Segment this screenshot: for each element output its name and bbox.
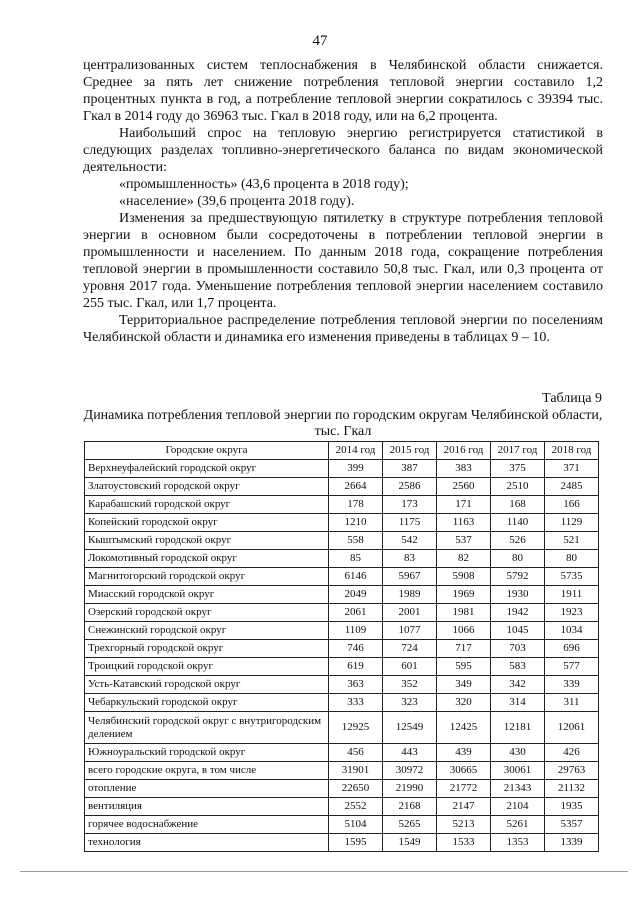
table-row (85, 604, 599, 622)
value-cell: 363 (329, 676, 383, 694)
value-cell: 1034 (545, 622, 599, 640)
table-row (85, 780, 599, 798)
value-cell: 314 (491, 694, 545, 712)
value-cell: 6146 (329, 568, 383, 586)
region-cell: Кыштымский городской округ (85, 532, 329, 550)
value-cell: 5357 (545, 816, 599, 834)
value-cell: 1923 (545, 604, 599, 622)
value-cell: 1175 (383, 514, 437, 532)
table-row (85, 568, 599, 586)
value-cell: 30061 (491, 762, 545, 780)
value-cell: 2168 (383, 798, 437, 816)
table-label: Таблица 9 (542, 391, 602, 406)
region-cell: Троицкий городской округ (85, 658, 329, 676)
paragraph: централизованных систем теплоснабжения в Челябинской области снижается. Среднее за пять лет снижение потребления тепловой энергии составило 1,2 процентных пункта в год, а потребление тепловой энергии сократилось с 39394 тыс. Гкал в 2014 году до 36963 тыс. Гкал в 2018 году, или на 6,2 процента. (83, 58, 603, 124)
value-cell: 85 (329, 550, 383, 568)
region-cell: вентиляция (85, 798, 329, 816)
value-cell: 21343 (491, 780, 545, 798)
list-item: «промышленность» (43,6 процента в 2018 году); (119, 177, 409, 192)
value-cell: 5967 (383, 568, 437, 586)
value-cell: 399 (329, 460, 383, 478)
value-cell: 1109 (329, 622, 383, 640)
value-cell: 166 (545, 496, 599, 514)
bottom-divider (20, 871, 628, 872)
value-cell: 583 (491, 658, 545, 676)
value-cell: 83 (383, 550, 437, 568)
region-cell: Карабашский городской округ (85, 496, 329, 514)
value-cell: 1210 (329, 514, 383, 532)
value-cell: 2552 (329, 798, 383, 816)
page-number: 47 (312, 33, 328, 49)
value-cell: 21132 (545, 780, 599, 798)
value-cell: 12061 (545, 712, 599, 744)
value-cell: 349 (437, 676, 491, 694)
value-cell: 30665 (437, 762, 491, 780)
value-cell: 2147 (437, 798, 491, 816)
table-row (85, 532, 599, 550)
value-cell: 80 (491, 550, 545, 568)
value-cell: 542 (383, 532, 437, 550)
value-cell: 1045 (491, 622, 545, 640)
table-row (85, 622, 599, 640)
region-cell: Озерский городской округ (85, 604, 329, 622)
paragraph: Изменения за предшествующую пятилетку в структуре потребления тепловой энергии в основном были сосредоточены в потреблении тепловой энергии в промышленности и населением. По данным 2018 года, сокращение потребления тепловой энергии в промышленности составило 50,8 тыс. Гкал, или 0,3 процента от уровня 2017 года. Уменьшение потребления тепловой энергии населением составило 255 тыс. Гкал, или 1,7 процента. (83, 211, 603, 311)
table-row (85, 744, 599, 762)
value-cell: 2049 (329, 586, 383, 604)
value-cell: 173 (383, 496, 437, 514)
table-row (85, 798, 599, 816)
value-cell: 1981 (437, 604, 491, 622)
value-cell: 2586 (383, 478, 437, 496)
value-cell: 5908 (437, 568, 491, 586)
value-cell: 5213 (437, 816, 491, 834)
value-cell: 342 (491, 676, 545, 694)
table-row (85, 834, 599, 852)
value-cell: 12425 (437, 712, 491, 744)
value-cell: 1549 (383, 834, 437, 852)
value-cell: 80 (545, 550, 599, 568)
value-cell: 333 (329, 694, 383, 712)
region-cell: Миасский городской округ (85, 586, 329, 604)
table-row (85, 658, 599, 676)
value-cell: 31901 (329, 762, 383, 780)
value-cell: 371 (545, 460, 599, 478)
region-cell: Челябинский городской округ с внутригородским делением (85, 712, 329, 744)
value-cell: 22650 (329, 780, 383, 798)
table-row (85, 496, 599, 514)
value-cell: 2510 (491, 478, 545, 496)
value-cell: 5104 (329, 816, 383, 834)
value-cell: 21772 (437, 780, 491, 798)
value-cell: 82 (437, 550, 491, 568)
column-header: 2018 год (545, 442, 599, 460)
value-cell: 2104 (491, 798, 545, 816)
consumption-table (84, 441, 599, 852)
value-cell: 2560 (437, 478, 491, 496)
table-row (85, 460, 599, 478)
body-text (83, 57, 603, 346)
table-row (85, 712, 599, 744)
value-cell: 521 (545, 532, 599, 550)
value-cell: 5261 (491, 816, 545, 834)
value-cell: 2485 (545, 478, 599, 496)
value-cell: 696 (545, 640, 599, 658)
value-cell: 12181 (491, 712, 545, 744)
value-cell: 5792 (491, 568, 545, 586)
value-cell: 171 (437, 496, 491, 514)
value-cell: 2664 (329, 478, 383, 496)
value-cell: 1930 (491, 586, 545, 604)
region-cell: отопление (85, 780, 329, 798)
value-cell: 443 (383, 744, 437, 762)
value-cell: 1533 (437, 834, 491, 852)
value-cell: 1163 (437, 514, 491, 532)
value-cell: 375 (491, 460, 545, 478)
table-row (85, 694, 599, 712)
table-caption: Динамика потребления тепловой энергии по городским округам Челябинской области, тыс. Гкал (83, 408, 603, 439)
table-row (85, 514, 599, 532)
region-cell: Снежинский городской округ (85, 622, 329, 640)
value-cell: 577 (545, 658, 599, 676)
region-cell: Трехгорный городской округ (85, 640, 329, 658)
region-cell: Златоустовский городской округ (85, 478, 329, 496)
value-cell: 426 (545, 744, 599, 762)
column-header: 2016 год (437, 442, 491, 460)
column-header: 2017 год (491, 442, 545, 460)
region-cell: всего городские округа, в том числе (85, 762, 329, 780)
value-cell: 12549 (383, 712, 437, 744)
region-cell: Чебаркульский городской округ (85, 694, 329, 712)
value-cell: 311 (545, 694, 599, 712)
value-cell: 12925 (329, 712, 383, 744)
value-cell: 1066 (437, 622, 491, 640)
value-cell: 1969 (437, 586, 491, 604)
value-cell: 320 (437, 694, 491, 712)
value-cell: 352 (383, 676, 437, 694)
value-cell: 1339 (545, 834, 599, 852)
value-cell: 595 (437, 658, 491, 676)
value-cell: 29763 (545, 762, 599, 780)
region-cell: Верхнеуфалейский городской округ (85, 460, 329, 478)
table-row (85, 762, 599, 780)
value-cell: 178 (329, 496, 383, 514)
value-cell: 456 (329, 744, 383, 762)
column-header: 2015 год (383, 442, 437, 460)
region-cell: Южноуральский городской округ (85, 744, 329, 762)
value-cell: 1911 (545, 586, 599, 604)
region-cell: горячее водоснабжение (85, 816, 329, 834)
value-cell: 2001 (383, 604, 437, 622)
value-cell: 746 (329, 640, 383, 658)
value-cell: 558 (329, 532, 383, 550)
value-cell: 430 (491, 744, 545, 762)
value-cell: 5265 (383, 816, 437, 834)
value-cell: 717 (437, 640, 491, 658)
value-cell: 1989 (383, 586, 437, 604)
column-header: Городские округа (85, 442, 329, 460)
table-header-row (85, 442, 599, 460)
value-cell: 168 (491, 496, 545, 514)
value-cell: 387 (383, 460, 437, 478)
region-cell: Локомотивный городской округ (85, 550, 329, 568)
region-cell: Копейский городской округ (85, 514, 329, 532)
column-header: 2014 год (329, 442, 383, 460)
value-cell: 1129 (545, 514, 599, 532)
value-cell: 2061 (329, 604, 383, 622)
value-cell: 1942 (491, 604, 545, 622)
table-body (85, 460, 599, 852)
region-cell: Усть-Катавский городской округ (85, 676, 329, 694)
value-cell: 5735 (545, 568, 599, 586)
value-cell: 1140 (491, 514, 545, 532)
table-row (85, 816, 599, 834)
value-cell: 601 (383, 658, 437, 676)
list-item: «население» (39,6 процента 2018 году). (119, 194, 355, 209)
value-cell: 30972 (383, 762, 437, 780)
table-row (85, 478, 599, 496)
value-cell: 383 (437, 460, 491, 478)
value-cell: 21990 (383, 780, 437, 798)
value-cell: 1077 (383, 622, 437, 640)
table-row (85, 550, 599, 568)
table-row (85, 640, 599, 658)
region-cell: Магнитогорский городской округ (85, 568, 329, 586)
value-cell: 1935 (545, 798, 599, 816)
value-cell: 339 (545, 676, 599, 694)
value-cell: 323 (383, 694, 437, 712)
value-cell: 1595 (329, 834, 383, 852)
value-cell: 526 (491, 532, 545, 550)
table-row (85, 676, 599, 694)
value-cell: 1353 (491, 834, 545, 852)
table-row (85, 586, 599, 604)
value-cell: 537 (437, 532, 491, 550)
paragraph: Наибольший спрос на тепловую энергию регистрируется статистикой в следующих разделах топливно-энергетического баланса по видам экономической деятельности: (83, 126, 603, 175)
value-cell: 439 (437, 744, 491, 762)
value-cell: 724 (383, 640, 437, 658)
value-cell: 703 (491, 640, 545, 658)
value-cell: 619 (329, 658, 383, 676)
paragraph: Территориальное распределение потребления тепловой энергии по поселениям Челябинской области и динамика его изменения приведены в таблицах 9 – 10. (83, 313, 603, 345)
region-cell: технология (85, 834, 329, 852)
